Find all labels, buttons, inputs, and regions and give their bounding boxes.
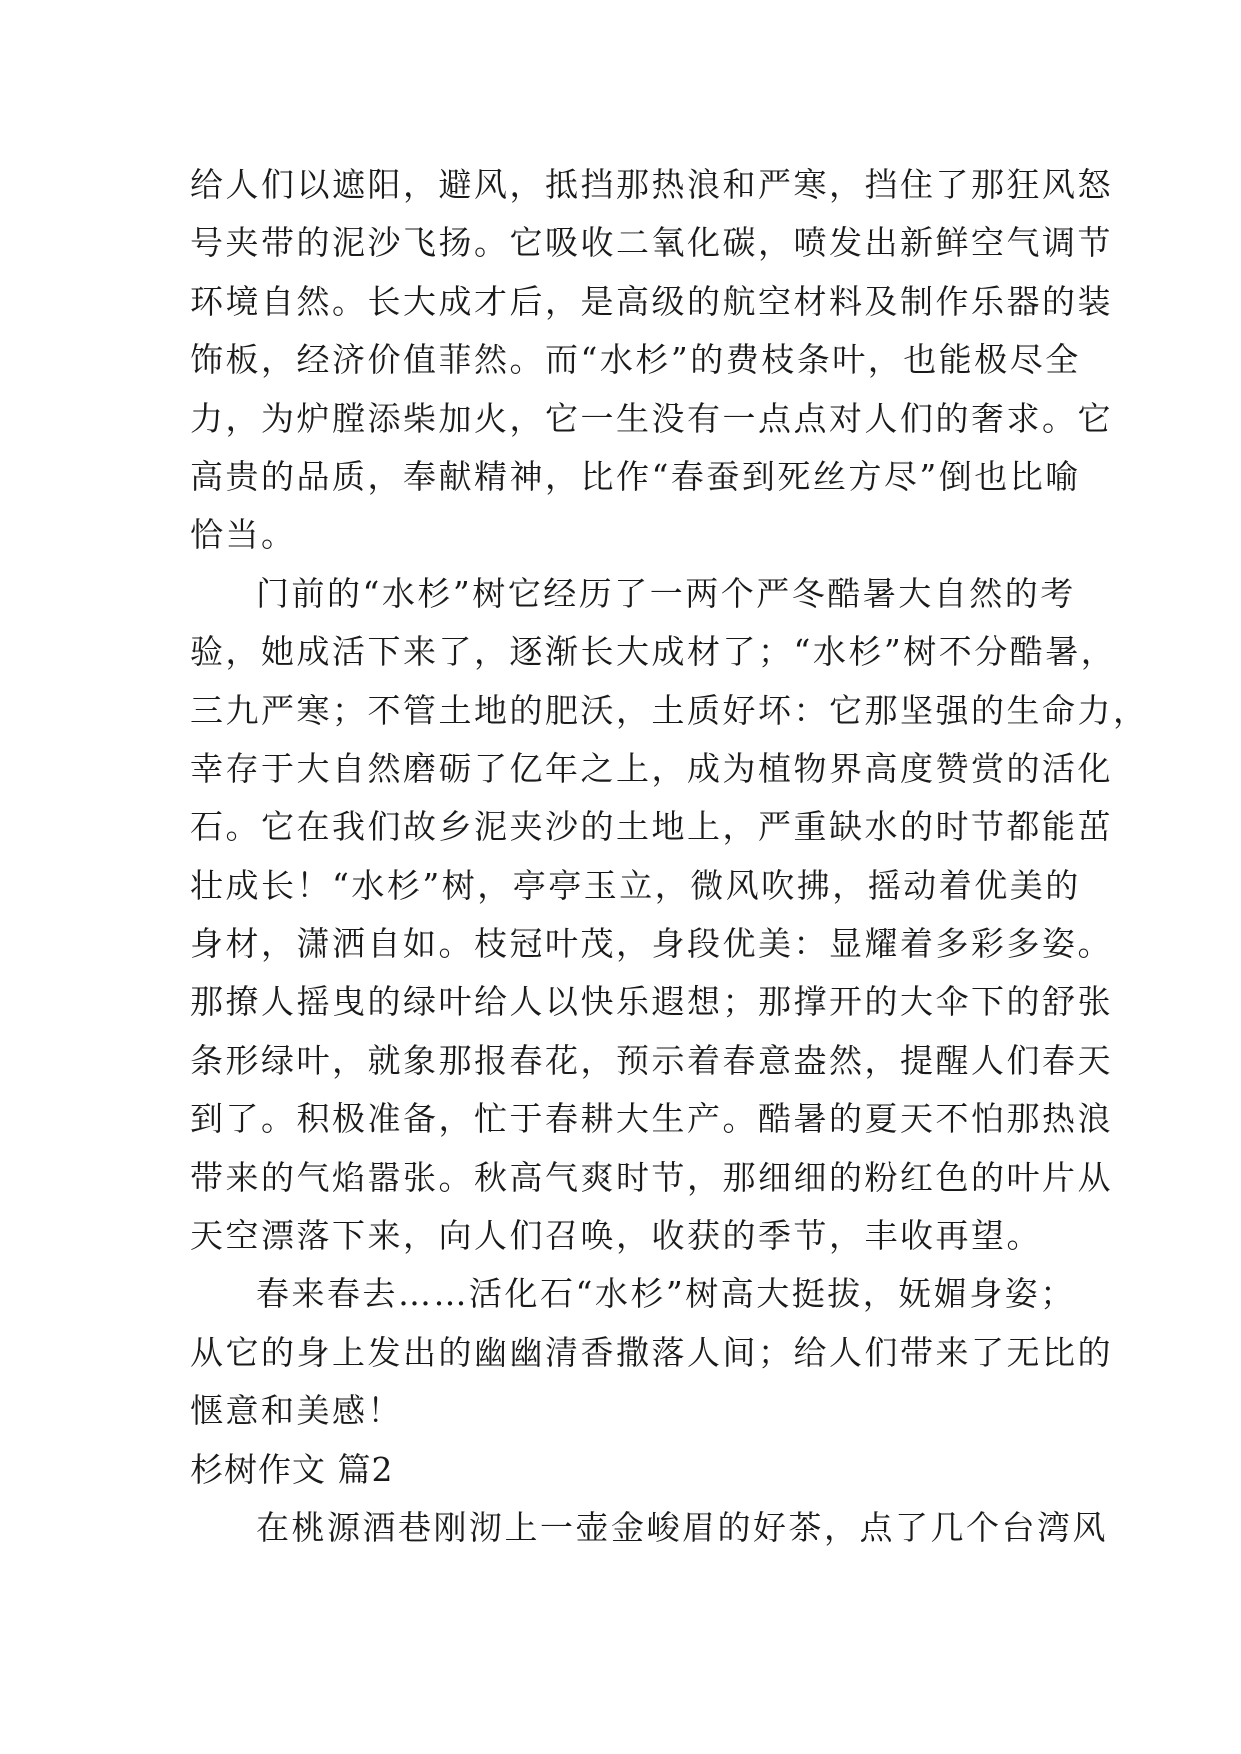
text-line: 三九严寒；不管土地的肥沃，土质好坏：它那坚强的生命力， (190, 690, 1149, 730)
text-line: 门前的“水杉”树它经历了一两个严冬酷暑大自然的考 (256, 573, 1076, 613)
text-line: 验，她成活下来了，逐渐长大成材了；“水杉”树不分酷暑， (190, 632, 1117, 672)
text-line: 恰当。 (190, 515, 297, 555)
text-line: 高贵的品质，奉献精神，比作“春蚕到死丝方尽”倒也比喻 (190, 456, 1081, 496)
text-line: 到了。积极准备，忙于春耕大生产。酷暑的夏天不怕那热浪 (190, 1099, 1113, 1139)
text-line: 饰板，经济价值菲然。而“水杉”的费枝条叶，也能极尽全 (190, 340, 1081, 380)
document-body (190, 156, 1149, 1557)
text-line: 身材，潇洒自如。枝冠叶茂，身段优美：显耀着多彩多姿。 (190, 924, 1113, 964)
text-line: 壮成长！“水杉”树，亭亭玉立，微风吹拂，摇动着优美的 (190, 865, 1081, 905)
text-line: 带来的气焰嚣张。秋高气爽时节，那细细的粉红色的叶片从 (190, 1157, 1113, 1197)
paragraph-2 (190, 565, 1149, 1266)
text-line: 号夹带的泥沙飞扬。它吸收二氧化碳，喷发出新鲜空气调节 (190, 223, 1113, 263)
text-line: 那撩人摇曳的绿叶给人以快乐遐想；那撑开的大伞下的舒张 (190, 982, 1113, 1022)
section-heading: 杉树作文 篇2 (190, 1449, 394, 1489)
text-line: 条形绿叶，就象那报春花，预示着春意盎然，提醒人们春天 (190, 1040, 1113, 1080)
paragraph-1 (190, 156, 1113, 565)
text-line: 春来春去……活化石“水杉”树高大挺拔，妩媚身姿； (256, 1274, 1076, 1314)
text-line: 石。它在我们故乡泥夹沙的土地上，严重缺水的时节都能茁 (190, 807, 1113, 847)
text-line: 惬意和美感！ (190, 1391, 403, 1431)
text-line: 在桃源酒巷刚沏上一壶金峻眉的好茶，点了几个台湾风 (256, 1507, 1108, 1547)
text-line: 环境自然。长大成才后，是高级的航空材料及制作乐器的装 (190, 281, 1113, 321)
text-line: 从它的身上发出的幽幽清香撒落人间；给人们带来了无比的 (190, 1332, 1113, 1372)
text-line: 力，为炉膛添柴加火，它一生没有一点点对人们的奢求。它 (190, 398, 1113, 438)
text-line: 幸存于大自然磨砺了亿年之上，成为植物界高度赞赏的活化 (190, 748, 1113, 788)
paragraph-4 (190, 1499, 1108, 1557)
text-line: 给人们以遮阳，避风，抵挡那热浪和严寒，挡住了那狂风怒 (190, 165, 1113, 204)
text-line: 天空漂落下来，向人们召唤，收获的季节，丰收再望。 (190, 1216, 1042, 1256)
paragraph-3 (190, 1265, 1113, 1440)
